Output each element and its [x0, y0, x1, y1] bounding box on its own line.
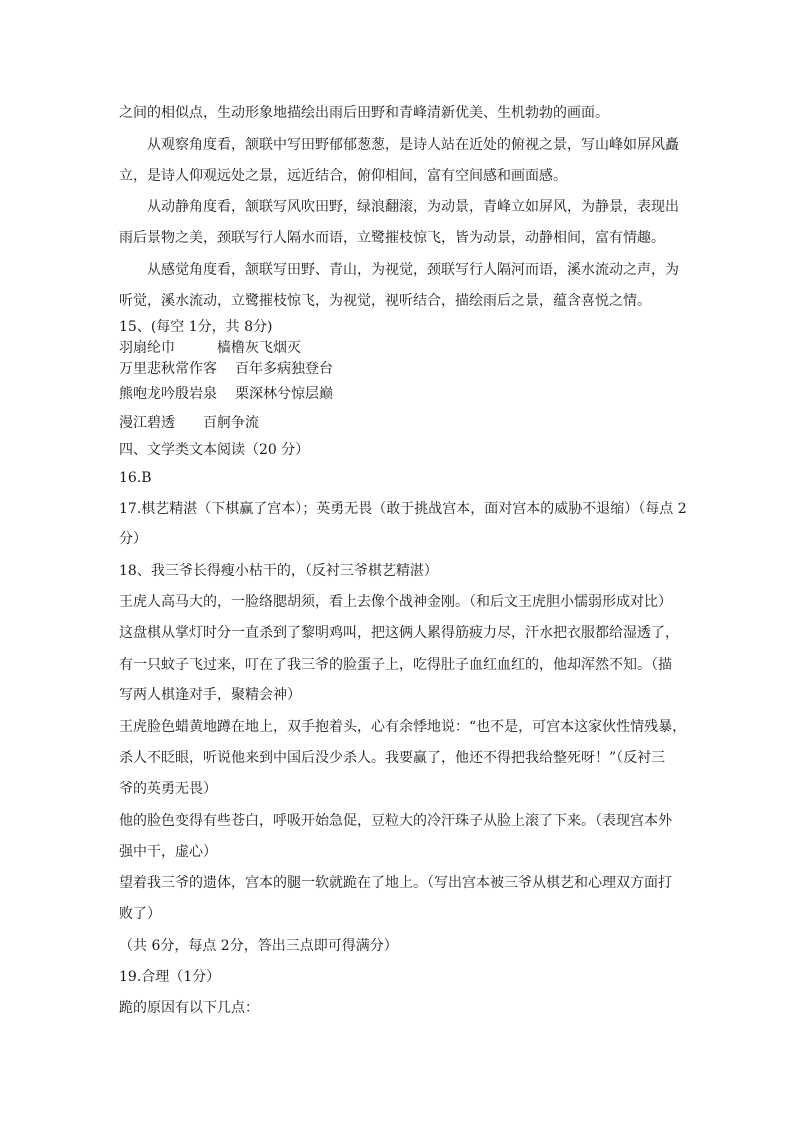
question-header: 15、(每空 1分，共 8分) [119, 319, 273, 335]
answer-line: 强中干，虚心） [119, 844, 217, 860]
answer-line [119, 339, 679, 357]
paragraph-line: 立，是诗人仰观远处之景，远近结合，俯仰相间，富有空间感和画面感。 [119, 168, 567, 184]
answer-line: 18、我三爷长得瘦小枯干的，（反衬三爷棋艺精湛） [119, 563, 438, 579]
paragraph-line: 雨后景物之美，颈联写行人隔水而语，立鹭摧枝惊飞，皆为动景，动静相间，富有情趣。 [119, 230, 665, 246]
answer-blank: 百舸争流 [203, 415, 259, 431]
answer-line: 败了） [119, 906, 161, 922]
answer-line: 王虎脸色蜡黄地蹲在地上，双手抱着头，心有余悸地说：“也不是，可宫本这家伙性情残暴， [119, 719, 687, 735]
paragraph-line: 从感觉角度看，颔联写田野、青山，为视觉，颈联写行人隔河而语，溪水流动之声，为 [147, 262, 679, 278]
answer-line [119, 360, 679, 378]
answer-blank: 百年多病独登台 [235, 361, 333, 377]
answer-blank: 熊咆龙吟殷岩泉 [119, 386, 217, 402]
answer-line: 19.合理（1分） [119, 969, 221, 985]
answer-line: 杀人不眨眼，听说他来到中国后没少杀人。我要赢了，他还不得把我给整死呀！”（反衬三 [119, 750, 666, 766]
answer-line [119, 385, 679, 403]
paragraph-line: 从动静角度看，颔联写风吹田野，绿浪翻滚，为动景，青峰立如屏风，为静景，表现出 [147, 199, 679, 215]
paragraph-line: 从观察角度看，颔联中写田野郁郁葱葱，是诗人站在近处的俯视之景，写山峰如屏风矗 [147, 137, 679, 153]
answer-line: 这盘棋从掌灯时分一直杀到了黎明鸡叫，把这俩人累得筋疲力尽，汗水把衣服都给湿透了， [119, 625, 679, 641]
answer-line: 有一只蚊子飞过来，叮在了我三爷的脸蛋子上，吃得肚子血红血红的，他却浑然不知。（描 [119, 657, 672, 673]
answer-line: 写两人棋逢对手，聚精会神） [119, 687, 301, 703]
answer-blank: 樯橹灰飞烟灭 [217, 340, 301, 356]
paragraph-line: 之间的相似点，生动形象地描绘出雨后田野和青峰清新优美、生机勃勃的画面。 [119, 105, 609, 121]
answer-line: 望着我三爷的遗体，宫本的腿一软就跪在了地上。（写出宫本被三爷从棋艺和心理双方面打 [119, 875, 672, 891]
answer-line [119, 414, 679, 432]
scoring-note: （共 6分，每点 2分，答出三点即可得满分） [119, 938, 398, 954]
answer-line: 分） [119, 531, 147, 547]
answer-line: 爷的英勇无畏） [119, 781, 217, 797]
answer-line: 他的脸色变得有些苍白，呼吸开始急促，豆粒大的冷汗珠子从脸上滚了下来。（表现宫本外 [119, 813, 672, 829]
answer-line: 17.棋艺精湛（下棋赢了宫本）；英勇无畏（敢于挑战宫本，面对宫本的威胁不退缩）（每点 2 [119, 501, 687, 517]
answer-blank: 栗深林兮惊层巅 [235, 386, 333, 402]
answer-line: 王虎人高马大的，一脸络腮胡须，看上去像个战神金刚。（和后文王虎胆小懦弱形成对比） [119, 594, 672, 610]
answer-line: 跪的原因有以下几点： [119, 1000, 259, 1016]
section-heading: 四、文学类文本阅读（20 分） [119, 442, 310, 458]
answer-line: 16.B [119, 470, 152, 486]
answer-blank: 漫江碧透 [119, 415, 175, 431]
answer-blank: 万里悲秋常作客 [119, 361, 217, 377]
answer-blank: 羽扇纶巾 [119, 340, 175, 356]
paragraph-line: 听觉，溪水流动，立鹭摧枝惊飞，为视觉，视听结合，描绘雨后之景，蕴含喜悦之情。 [119, 293, 651, 309]
